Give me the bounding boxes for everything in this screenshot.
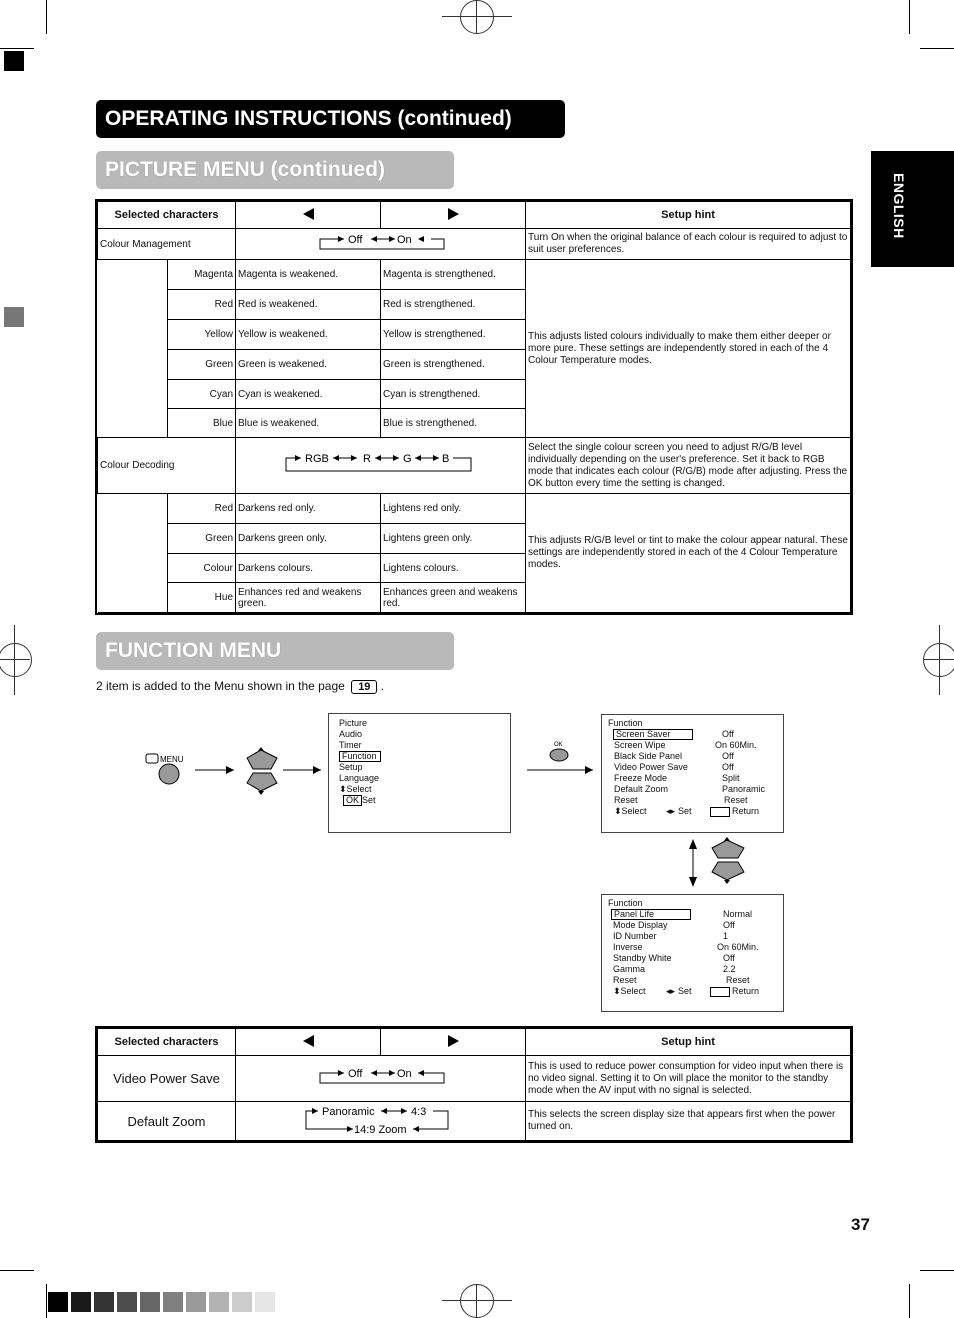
registration-mark <box>442 1300 512 1301</box>
cycle-item: On <box>396 1068 412 1080</box>
print-square-black <box>4 51 24 71</box>
function-item-value: Off <box>722 762 734 772</box>
crop-mark <box>46 0 47 34</box>
cycle-item: G <box>402 453 412 465</box>
ok-icon: OK <box>343 795 362 806</box>
menu-footer-set <box>339 795 510 806</box>
color-swatch <box>48 1292 68 1312</box>
colour-decoding-cycle <box>236 438 526 494</box>
color-swatch <box>255 1292 275 1312</box>
cd-row-label: Green <box>168 524 236 554</box>
return-label: Return <box>732 806 760 816</box>
function-item-name: Screen Saver <box>613 729 693 740</box>
return-icon <box>710 987 730 997</box>
function-item-value: Reset <box>726 975 750 985</box>
cm-row-label: Green <box>168 350 236 380</box>
function-item-value: Reset <box>724 795 748 805</box>
hint-default-zoom: This selects the screen display size that appears first when the power turned on. <box>526 1102 851 1141</box>
cd-row-left: Darkens red only. <box>236 494 381 524</box>
cycle-item: Panoramic <box>321 1105 375 1118</box>
function-item-name: Reset <box>613 975 637 985</box>
cm-row-right: Cyan is strengthened. <box>381 380 526 409</box>
function-item-name: Screen Wipe <box>614 740 666 750</box>
function-item-value: On 60Min. <box>717 942 759 952</box>
color-swatch <box>232 1292 252 1312</box>
function-menu-table <box>97 1028 851 1141</box>
color-swatch <box>117 1292 137 1312</box>
cycle-item: Off <box>347 233 362 246</box>
select-label: Select <box>346 784 372 794</box>
leftright-icon: ◂▸ <box>666 986 676 996</box>
hint-video-power-save: This is used to reduce power consumption for video input when there is no video signal. Setting it to On will place the monitor to the standby mode when the AV input with no signal is selected. <box>526 1056 851 1102</box>
function-item-name: Default Zoom <box>614 784 669 794</box>
right-arrow-icon <box>448 208 459 220</box>
set-label: Set <box>678 806 692 816</box>
function-item-name: Reset <box>614 795 638 805</box>
menu-button-label: MENU <box>160 755 184 764</box>
function-item-name: Freeze Mode <box>614 773 668 783</box>
function-menu-screen-2 <box>601 894 784 1012</box>
cm-row-left: Green is weakened. <box>236 350 381 380</box>
function-item <box>608 795 783 806</box>
right-arrow-icon <box>448 1035 459 1047</box>
cm-row-label: Cyan <box>168 380 236 409</box>
function-item <box>608 975 783 986</box>
function-item <box>608 953 783 964</box>
color-swatch <box>209 1292 229 1312</box>
updown-icon: ⬍ <box>614 806 622 816</box>
function-item-selected <box>608 729 783 740</box>
cycle-diagram <box>301 1104 461 1136</box>
header-right-arrow <box>381 1029 526 1056</box>
left-arrow-icon <box>303 1035 314 1047</box>
function-item-value: On 60Min. <box>715 740 757 750</box>
function-item-selected <box>608 909 783 920</box>
cm-row-right: Blue is strengthened. <box>381 409 526 438</box>
function-title: Function <box>608 898 643 908</box>
cycle-item: 4:3 <box>410 1105 426 1118</box>
cm-row-left: Yellow is weakened. <box>236 320 381 350</box>
cm-row-left: Red is weakened. <box>236 290 381 320</box>
function-item-name: Inverse <box>613 942 643 952</box>
video-power-save-cycle <box>236 1056 526 1102</box>
leftright-icon: ◂▸ <box>666 806 676 816</box>
page-title: OPERATING INSTRUCTIONS (continued) <box>96 100 565 138</box>
cycle-item: RGB <box>304 453 329 465</box>
ok-button-label: OK <box>554 742 563 748</box>
up-button <box>247 750 277 769</box>
menu-item: Setup <box>339 762 363 772</box>
row-label-colour-decoding: Colour Decoding <box>98 438 236 494</box>
return-icon <box>710 807 730 817</box>
function-item-name: Standby White <box>613 953 672 963</box>
registration-mark <box>460 1284 494 1318</box>
header-right-arrow <box>381 202 526 229</box>
header-setup-hint: Setup hint <box>526 202 851 229</box>
menu-footer-select <box>339 784 510 795</box>
function-item-value: Off <box>723 953 735 963</box>
function-menu-screen-1 <box>601 714 784 833</box>
function-item-name: Video Power Save <box>614 762 688 772</box>
cm-row-right: Green is strengthened. <box>381 350 526 380</box>
registration-mark <box>0 659 30 660</box>
up-arrow-icon <box>724 837 730 841</box>
page-number: 37 <box>851 1215 870 1234</box>
menu-item-highlight: Function <box>339 751 381 762</box>
cycle-item: Off <box>347 1068 362 1080</box>
left-arrow-icon <box>303 208 314 220</box>
select-label: Select <box>621 806 647 816</box>
hint-cm-adjust: This adjusts listed colours individually to make them either deeper or more pure. These settings are independently stored in each of the 4 Colour Temperature modes. <box>526 260 851 438</box>
menu-button-icon <box>146 754 158 763</box>
header-selected-characters: Selected characters <box>98 1029 236 1056</box>
select-label: Select <box>620 986 646 996</box>
header-left-arrow <box>236 1029 381 1056</box>
up-arrow-icon <box>258 747 264 751</box>
updown-icon: ⬍ <box>339 784 347 794</box>
registration-mark <box>476 1284 477 1318</box>
down-button <box>247 773 277 791</box>
function-item <box>608 773 783 784</box>
function-intro-text: 2 item is added to the Menu shown in the page <box>96 679 345 693</box>
set-label: Set <box>678 986 692 996</box>
function-intro-suffix: . <box>380 679 385 693</box>
cd-row-label: Colour <box>168 554 236 583</box>
function-item-value: Off <box>722 751 734 761</box>
cm-row-right: Red is strengthened. <box>381 290 526 320</box>
cd-row-right: Lightens red only. <box>381 494 526 524</box>
menu-item: Picture <box>339 718 368 728</box>
crop-mark <box>0 48 34 49</box>
function-item <box>608 920 783 931</box>
function-item-name: ID Number <box>613 931 657 941</box>
hint-cd-adjust: This adjusts R/G/B level or tint to make the colour appear natural. These settings are independently stored in each of the 4 Colour Temperature modes. <box>526 494 851 613</box>
function-item-value: Panoramic <box>722 784 766 794</box>
function-item <box>608 762 783 773</box>
function-item-name: Panel Life <box>611 909 691 920</box>
crop-mark <box>920 48 954 49</box>
crop-mark <box>909 1284 910 1318</box>
down-button <box>712 862 744 880</box>
cycle-item: 14:9 Zoom <box>353 1123 407 1136</box>
cycle-item: B <box>441 453 449 465</box>
menu-button <box>159 764 179 784</box>
color-swatch <box>186 1292 206 1312</box>
cd-row-left: Darkens colours. <box>236 554 381 583</box>
indent-spacer <box>98 494 168 613</box>
picture-menu-table <box>97 201 851 613</box>
ok-button <box>550 749 568 761</box>
cm-row-label: Magenta <box>168 260 236 290</box>
default-zoom-cycle <box>236 1102 526 1141</box>
menu-item-selected <box>339 751 510 762</box>
header-selected-characters: Selected characters <box>98 202 236 229</box>
crop-mark <box>909 0 910 34</box>
cycle-diagram <box>281 451 481 477</box>
row-label-default-zoom: Default Zoom <box>98 1102 236 1141</box>
print-square-grey <box>4 307 24 327</box>
registration-mark <box>0 643 32 677</box>
language-tab <box>871 151 954 267</box>
cm-row-left: Magenta is weakened. <box>236 260 381 290</box>
function-item-value: Split <box>722 773 740 783</box>
cd-row-left: Enhances red and weakens green. <box>236 583 381 613</box>
hint-colour-decoding: Select the single colour screen you need to adjust R/G/B level individually depending on the user's preference. Set it back to RGB mode that indicates each colour (R/G/B) mode after adjusting. Press the OK button every time the setting is changed. <box>526 438 851 494</box>
registration-mark <box>442 16 512 17</box>
updown-icon: ⬍ <box>613 986 621 996</box>
color-swatch <box>163 1292 183 1312</box>
crop-mark <box>46 1284 47 1318</box>
function-item-value: 1 <box>723 931 729 941</box>
cm-row-label: Yellow <box>168 320 236 350</box>
cm-row-right: Yellow is strengthened. <box>381 320 526 350</box>
cd-row-label: Hue <box>168 583 236 613</box>
section-title-picture-menu: PICTURE MENU (continued) <box>96 151 454 189</box>
cm-row-left: Blue is weakened. <box>236 409 381 438</box>
row-label-colour-management: Colour Management <box>98 229 236 260</box>
registration-mark <box>476 0 477 34</box>
set-label: Set <box>362 795 376 805</box>
main-menu-screen <box>328 713 511 833</box>
return-label: Return <box>732 986 760 996</box>
cm-row-left: Cyan is weakened. <box>236 380 381 409</box>
function-item <box>608 784 783 795</box>
cycle-diagram <box>306 232 456 254</box>
page-ref-badge: 19 <box>351 680 377 694</box>
registration-mark <box>460 0 494 34</box>
function-item <box>608 942 783 953</box>
cd-row-right: Lightens colours. <box>381 554 526 583</box>
section-title-function-menu: FUNCTION MENU <box>96 632 454 670</box>
function-footer <box>608 806 783 817</box>
menu-item: Timer <box>339 740 362 750</box>
crop-mark <box>920 1270 954 1271</box>
colour-management-cycle <box>236 229 526 260</box>
cycle-item: R <box>362 453 371 465</box>
cm-row-label: Blue <box>168 409 236 438</box>
function-item-value: Normal <box>723 909 753 919</box>
function-item-name: Black Side Panel <box>614 751 683 761</box>
menu-item: Audio <box>339 729 363 739</box>
cm-row-label: Red <box>168 290 236 320</box>
crop-mark <box>0 1270 34 1271</box>
down-arrow-icon <box>258 791 264 795</box>
menu-item: Language <box>339 773 380 783</box>
header-left-arrow <box>236 202 381 229</box>
cd-row-right: Enhances green and weakens red. <box>381 583 526 613</box>
color-swatch <box>71 1292 91 1312</box>
row-label-video-power-save: Video Power Save <box>98 1056 236 1102</box>
function-item <box>608 964 783 975</box>
cycle-item: On <box>396 233 412 246</box>
hint-colour-management: Turn On when the original balance of each colour is required to adjust to suit user preferences. <box>526 229 851 260</box>
function-item <box>608 740 783 751</box>
cycle-diagram <box>306 1066 456 1088</box>
color-swatch <box>94 1292 114 1312</box>
function-item-name: Gamma <box>613 964 646 974</box>
function-footer <box>608 986 783 997</box>
function-intro <box>96 679 384 694</box>
function-item-value: Off <box>722 729 734 739</box>
function-item-name: Mode Display <box>613 920 668 930</box>
function-item <box>608 931 783 942</box>
down-arrow-icon <box>724 880 730 884</box>
color-swatch <box>140 1292 160 1312</box>
function-title: Function <box>608 718 643 728</box>
cm-row-right: Magenta is strengthened. <box>381 260 526 290</box>
function-item-value: 2.2 <box>723 964 736 974</box>
indent-spacer <box>98 260 168 438</box>
cd-row-left: Darkens green only. <box>236 524 381 554</box>
function-item-value: Off <box>723 920 735 930</box>
function-item <box>608 751 783 762</box>
up-button <box>712 840 744 858</box>
cd-row-label: Red <box>168 494 236 524</box>
language-tab-label: ENGLISH <box>891 173 907 239</box>
registration-mark <box>14 625 15 695</box>
cd-row-right: Lightens green only. <box>381 524 526 554</box>
header-setup-hint: Setup hint <box>526 1029 851 1056</box>
registration-mark <box>939 625 940 695</box>
